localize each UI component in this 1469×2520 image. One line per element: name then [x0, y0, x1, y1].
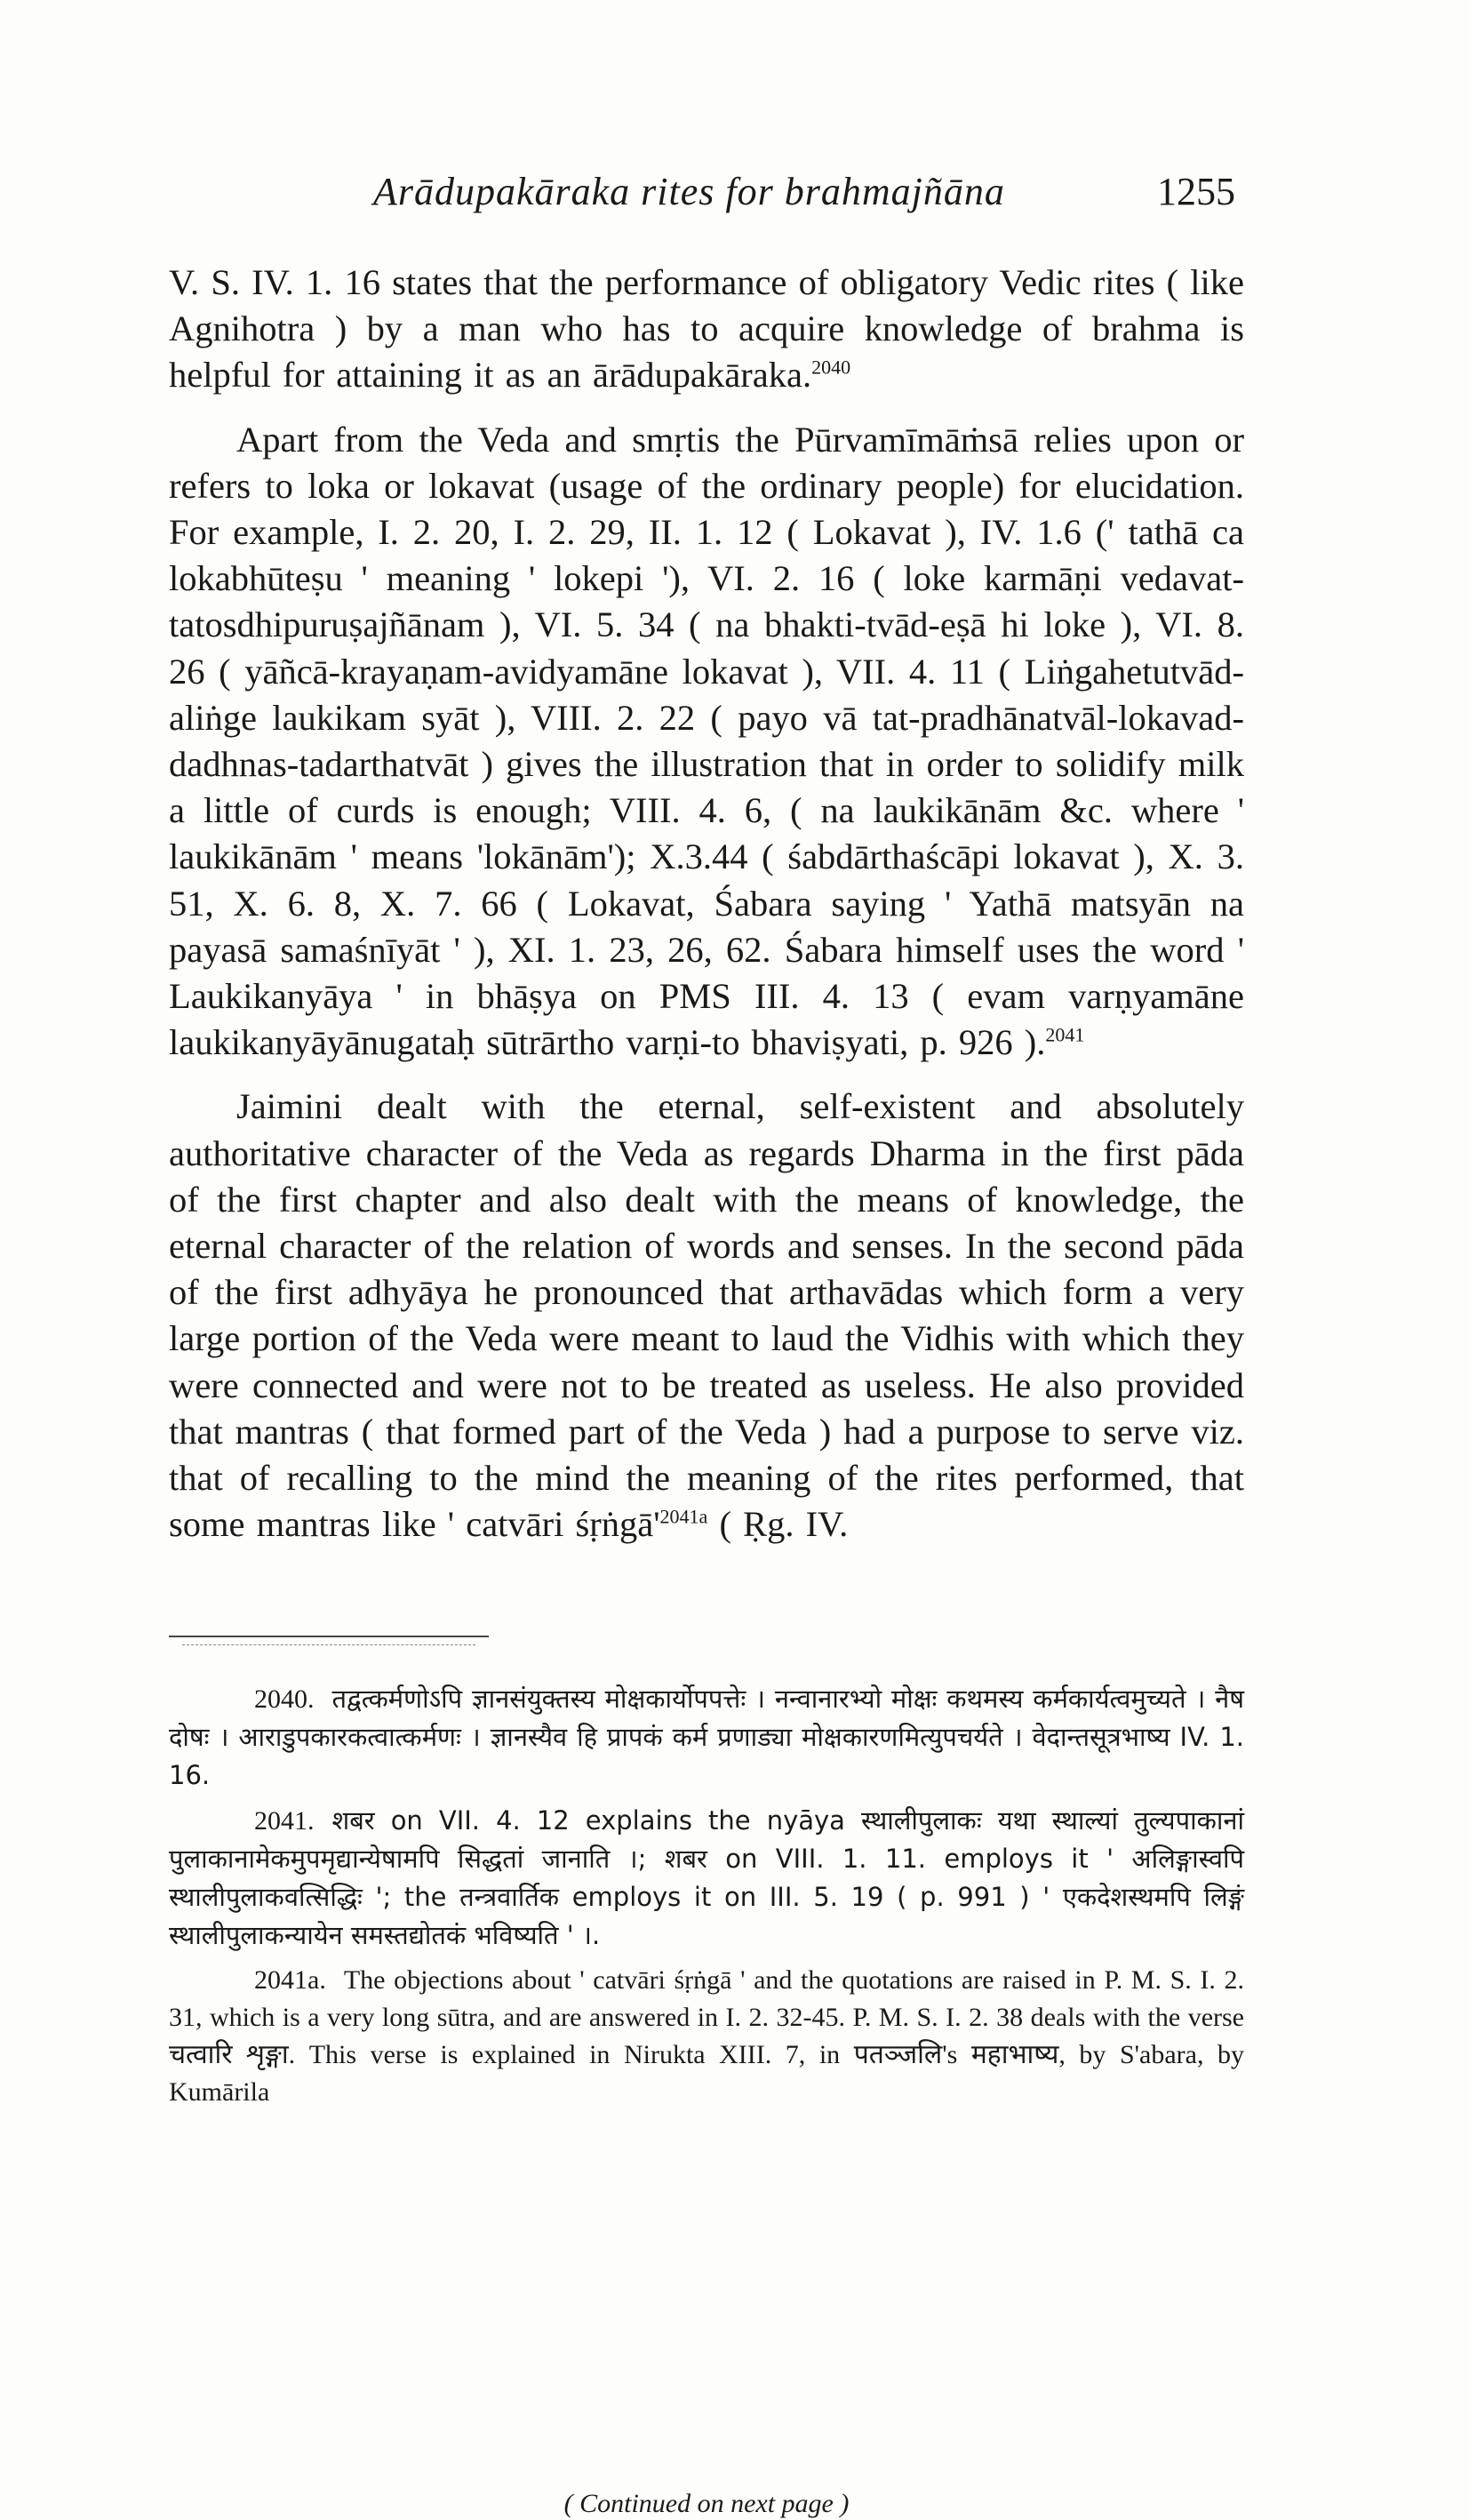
footnotes [169, 1680, 1244, 2118]
footnote-number: 2040. [254, 1684, 315, 1714]
body-text [169, 260, 1244, 1565]
paragraph-jaimini [169, 1084, 1244, 1548]
paragraph-text: Jaimini dealt with the eternal, self-existent and absolutely authoritative character of the Veda as regards Dharma in the first pāda of the first chapter and also dealt with the means of knowledge, the eternal character of the relation of words and senses. In the second pāda of the first adhyāya he pronounced that arthavādas which form a very large portion of the Veda were meant to laud the Vidhis with which they were connected and were not to be treated as useless. He also provided that mantras ( that formed part of the Veda ) had a purpose to serve viz. that of recalling to the mind the meaning of the rites performed, that some mantras like ' catvāri śṛṅgā' [169, 1086, 1244, 1545]
footnote-text: The objections about ' catvāri śṛṅgā ' and the quotations are raised in P. M. S. I. 2. 31, which is a very long sūtra, and are answered in I. 2. 32-45. P. M. S. I. 2. 38 deals with the verse चत्वारि शृङ्गा. This verse is explained in Nirukta XIII. 7, in पतञ्जलि's महाभाष्य, by S'abara, by Kumārila [169, 1965, 1244, 2107]
footnote-text: तद्वत्कर्मणोऽपि ज्ञानसंयुक्तस्य मोक्षकार्योपपत्तेः । नन्वानारभ्यो मोक्षः कथमस्य कर्मकार्यत्वमुच्यते । नैष दोषः । आराडुपकारकत्वात्कर्मणः । ज्ञानस्यैव हि प्रापकं कर्म प्रणाड्या मोक्षकारणमित्युपचर्यते । वेदान्तसूत्रभाष्य IV. 1. 16. [169, 1684, 1244, 1790]
footnote-2041a [169, 1962, 1244, 2111]
paragraph-text: V. S. IV. 1. 16 states that the performance of obligatory Vedic rites ( like Agnihotra ) by a man who has to acquire knowledge of brahma is helpful for attaining it as an ārādupakāraka. [169, 262, 1244, 396]
footnote-2040 [169, 1680, 1244, 1795]
running-title: Arādupakāraka rites for brahmajñāna [373, 170, 1005, 213]
footnote-2041 [169, 1802, 1244, 1955]
paragraph-text: Apart from the Veda and smṛtis the Pūrvamīmāṁsā relies upon or refers to loka or lokavat (usage of the ordinary people) for elucidation. For example, I. 2. 20, I. 2. 29, II. 1. 12 ( Lokavat ), IV. 1.6 (' tathā ca lokabhūteṣu ' meaning ' lokepi '), VI. 2. 16 ( loke karmāṇi vedavat-tatosdhipuruṣajñānam ), VI. 5. 34 ( na bhakti-tvād-eṣā hi loke ), VI. 8. 26 ( yāñcā-krayaṇam-avidyamāne lokavat ), VII. 4. 11 ( Liṅgahetutvād-aliṅge laukikam syāt ), VIII. 2. 22 ( payo vā tat-pradhānatvāl-lokavad-dadhnas-tadarthatvāt ) gives the illustration that in order to solidify milk a little of curds is enough; VIII. 4. 6, ( na laukikānām &c. where ' laukikānām ' means 'lokānām'); X.3.44 ( śabdārthaścāpi lokavat ), X. 3. 51, X. 6. 8, X. 7. 66 ( Lokavat, Śabara saying ' Yathā matsyān na payasā samaśnīyāt ' ), XI. 1. 23, 26, 62. Śabara himself uses the word ' Laukikanyāya ' in bhāṣya on PMS III. 4. 13 ( evam varṇyamāne laukikanyāyānugataḥ sūtrārtho varṇi-to bhaviṣyati, p. 926 ). [169, 419, 1244, 1063]
footnote-ref-2041a: 2041a [659, 1505, 708, 1528]
footnote-ref-2041: 2041 [1045, 1023, 1085, 1046]
page-number: 1255 [1157, 170, 1235, 213]
footnote-number: 2041. [254, 1806, 315, 1836]
footnote-number: 2041a. [254, 1965, 326, 1995]
footnote-ref-2040: 2040 [811, 356, 851, 379]
paragraph-tail: ( Ṛg. IV. [707, 1504, 849, 1545]
paragraph-lokavat [169, 417, 1244, 1067]
footnote-separator [169, 1636, 489, 1637]
page-header [169, 169, 1262, 231]
footnote-text: शबर on VII. 4. 12 explains the nyāya स्थालीपुलाकः यथा स्थाल्यां तुल्यपाकानां पुलाकानामेकमुपमृद्यान्येषामपि सिद्धतां जानाति ।; शबर on VIII. 1. 11. employs it ' अलिङ्गास्वपि स्थालीपुलाकवत्सिद्धिः '; the तन्त्रवार्तिक employs it on III. 5. 19 ( p. 991 ) ' एकदेशस्थमपि लिङ्गं स्थालीपुलाकन्यायेन समस्तद्योतकं भविष्यति ' ।. [169, 1805, 1244, 1950]
continued-note: ( Continued on next page ) [563, 2489, 850, 2518]
paragraph-vs-iv-1-16 [169, 260, 1244, 399]
footnote-separator-dashed [182, 1644, 475, 1645]
